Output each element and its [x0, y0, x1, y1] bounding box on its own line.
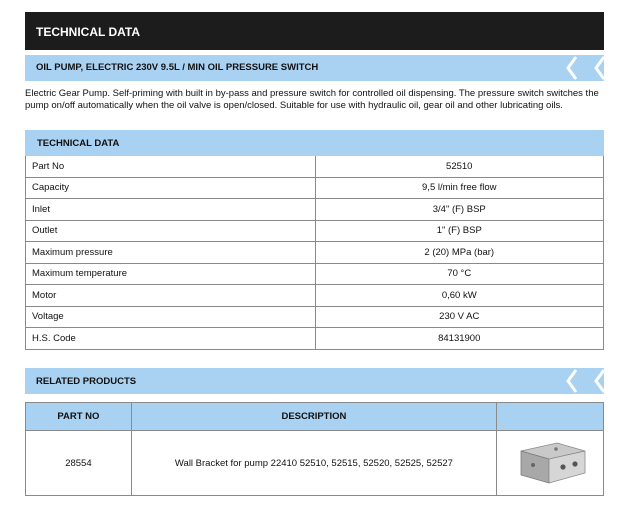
spec-value: 3/4" (F) BSP [315, 199, 604, 221]
section-header [25, 12, 604, 50]
related-part-no[interactable]: 28554 [26, 431, 132, 496]
spec-label: Capacity [26, 177, 316, 199]
table-row [26, 177, 604, 199]
section-header-title: TECHNICAL DATA [36, 25, 140, 39]
spec-label: Motor [26, 285, 316, 307]
spec-value: 52510 [315, 156, 604, 178]
table-row[interactable] [26, 431, 604, 496]
part-no-header: PART NO [26, 403, 132, 431]
table-row [26, 220, 604, 242]
technical-data-table [25, 130, 604, 350]
spec-label: Inlet [26, 199, 316, 221]
spec-value: 70 °C [315, 263, 604, 285]
spec-value: 2 (20) MPa (bar) [315, 242, 604, 264]
related-products-table [25, 402, 604, 496]
spec-label: Maximum temperature [26, 263, 316, 285]
product-title-bar [25, 55, 604, 81]
table-row [26, 328, 604, 350]
wall-bracket-icon [511, 437, 589, 487]
product-title: OIL PUMP, ELECTRIC 230V 9.5L / MIN OIL PRESSURE SWITCH [36, 62, 319, 73]
spec-label: H.S. Code [26, 328, 316, 350]
spec-value: 9,5 l/min free flow [315, 177, 604, 199]
table-row [26, 199, 604, 221]
spec-label: Maximum pressure [26, 242, 316, 264]
related-products-bar [25, 368, 604, 394]
related-header-row [26, 403, 604, 431]
chevron-left-icon [564, 368, 604, 394]
table-row [26, 156, 604, 178]
related-description[interactable]: Wall Bracket for pump 22410 52510, 52515, 52520, 52525, 52527 [131, 431, 496, 496]
table-row [26, 263, 604, 285]
technical-data-heading: TECHNICAL DATA [26, 131, 604, 156]
description-header: DESCRIPTION [131, 403, 496, 431]
spec-label: Voltage [26, 306, 316, 328]
spec-label: Outlet [26, 220, 316, 242]
product-description: Electric Gear Pump. Self-priming with built in by-pass and pressure switch for controlled oil dispensing. The pressure switch switches the pump on/off automatically when the oil valve is open/closed. Suitable for use with hydraulic oil, gear oil and other lubricating oils. [25, 88, 599, 111]
related-products-title: RELATED PRODUCTS [36, 376, 137, 387]
wall-bracket-image[interactable] [497, 431, 604, 496]
spec-value: 84131900 [315, 328, 604, 350]
spec-label: Part No [26, 156, 316, 178]
table-row [26, 242, 604, 264]
image-header [497, 403, 604, 431]
spec-value: 230 V AC [315, 306, 604, 328]
spec-value: 0,60 kW [315, 285, 604, 307]
technical-data-heading-row [26, 131, 604, 156]
chevron-left-icon [564, 55, 604, 81]
table-row [26, 306, 604, 328]
table-row [26, 285, 604, 307]
spec-value: 1" (F) BSP [315, 220, 604, 242]
